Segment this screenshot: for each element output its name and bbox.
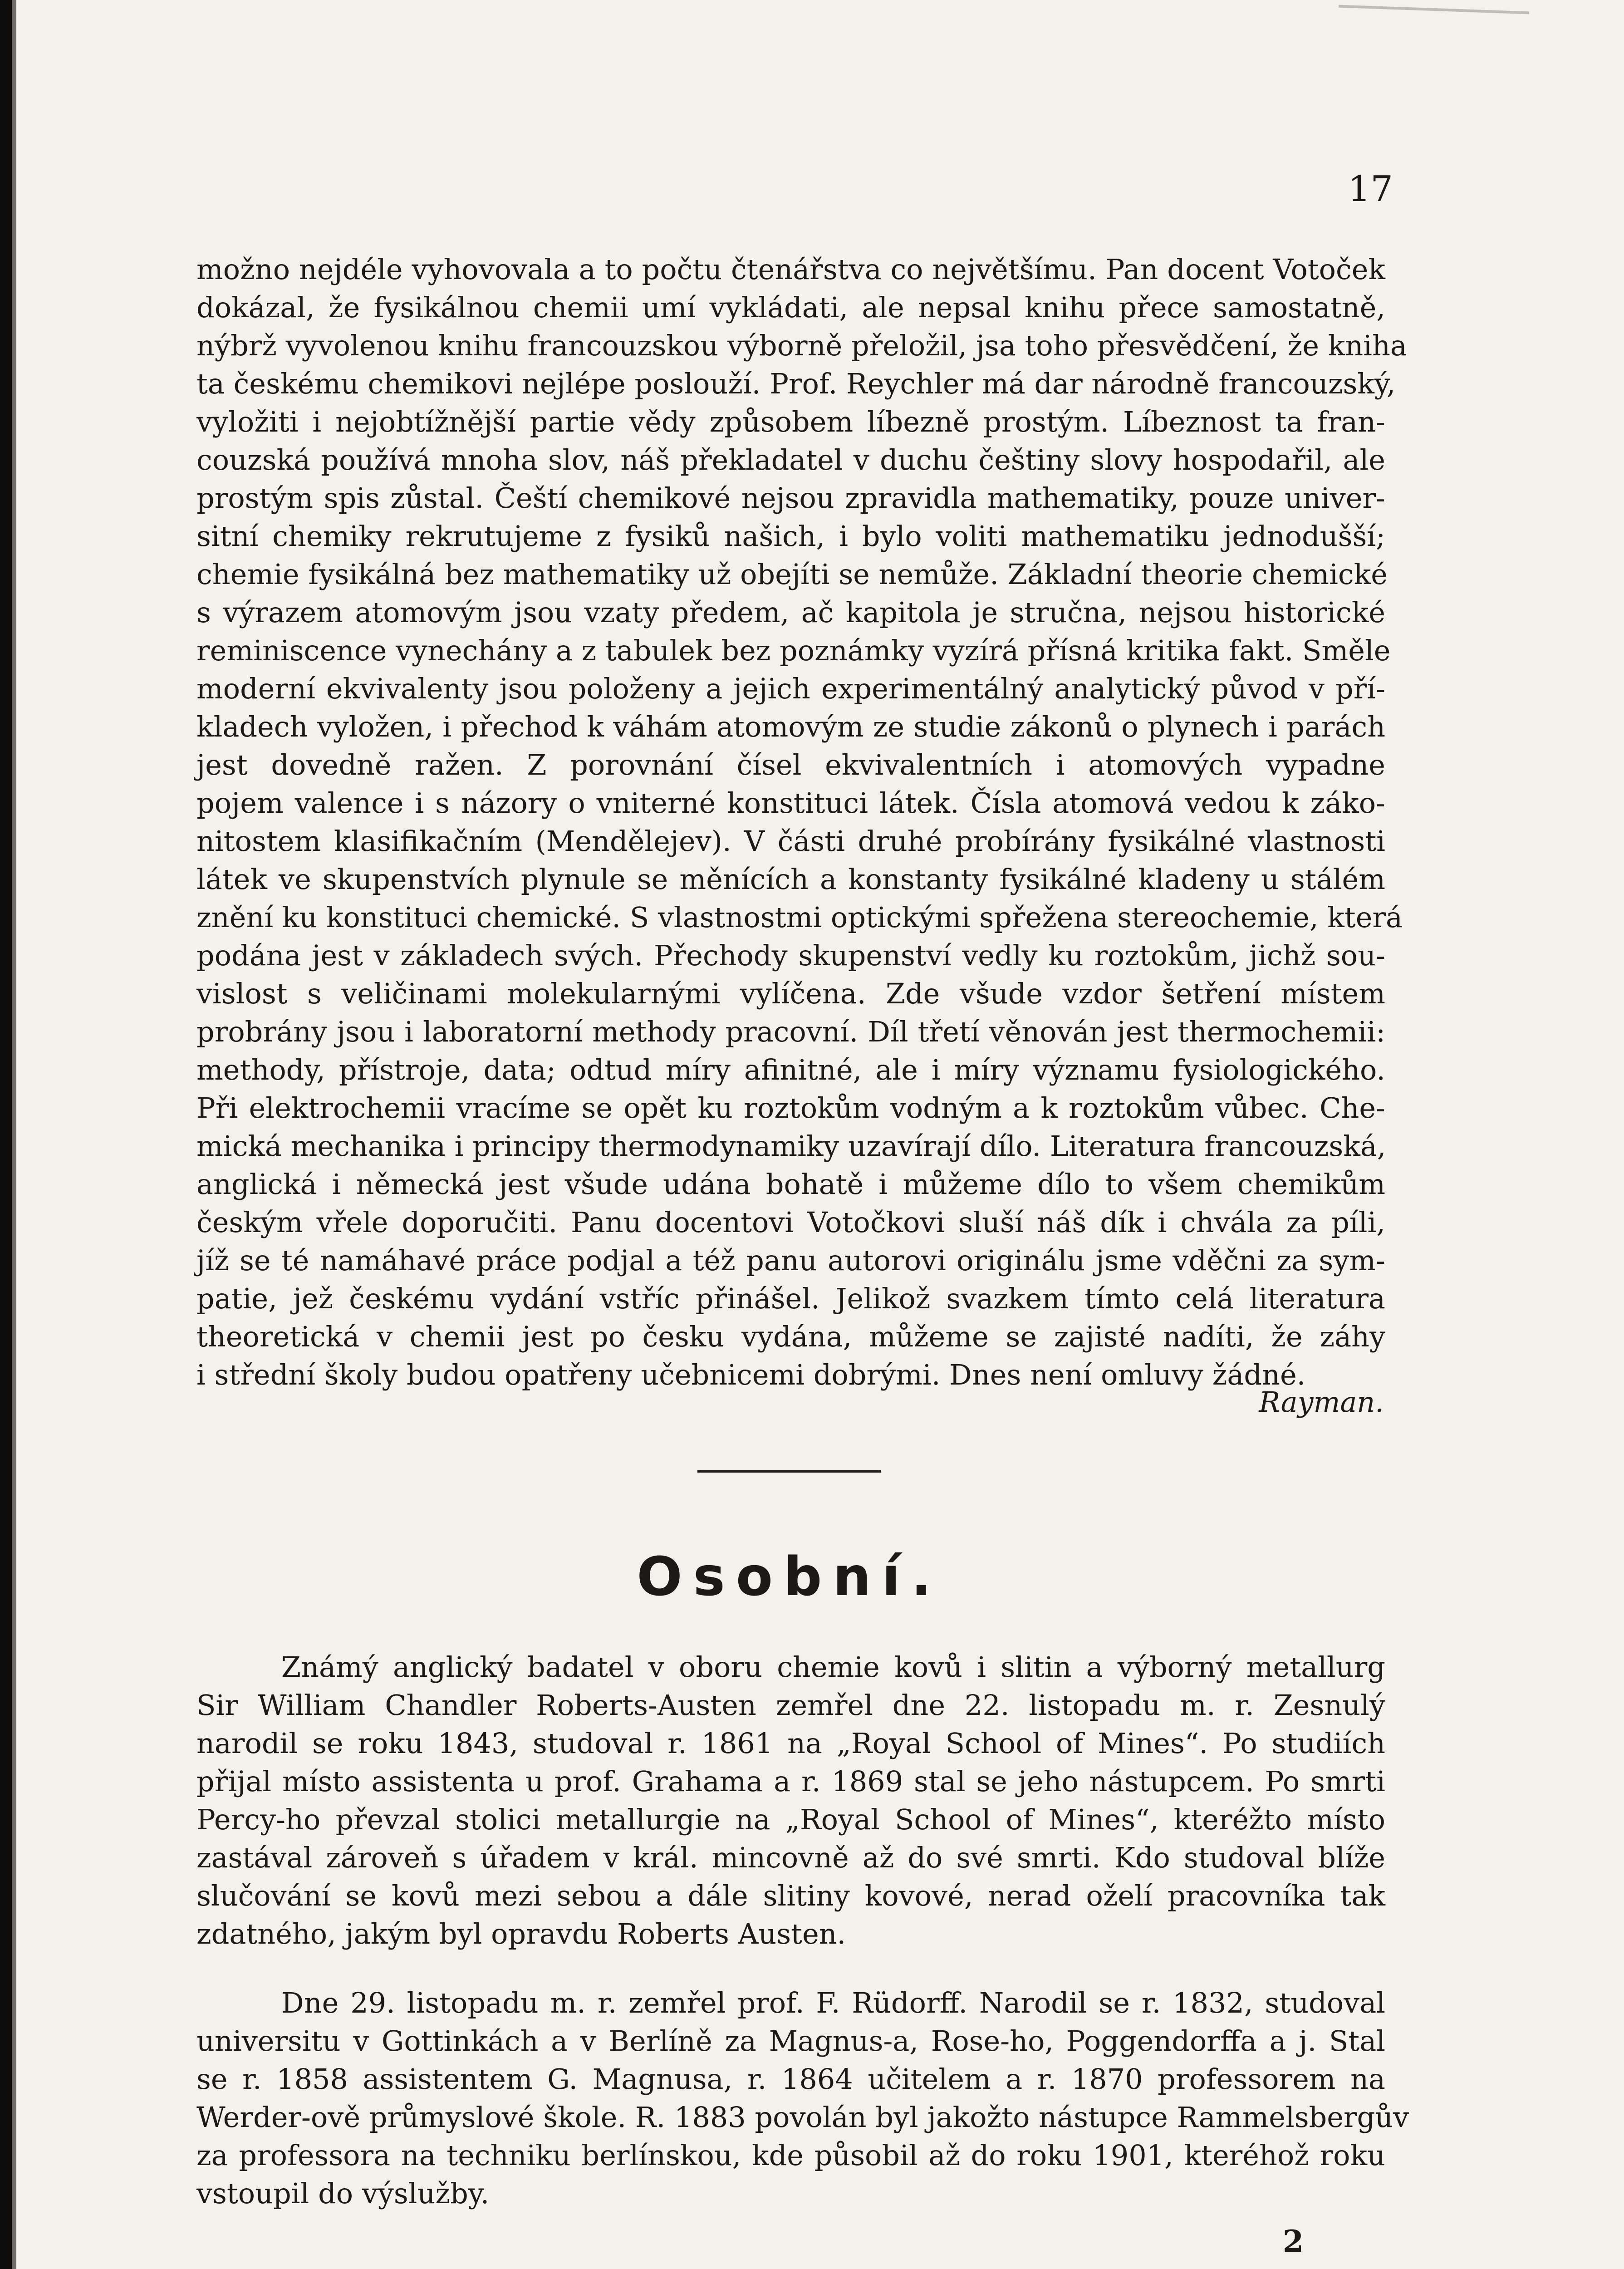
text-line: Dne 29. listopadu m. r. zemřel prof. F. Rüdorff. Narodil se r. 1832, studoval <box>281 1986 1385 2019</box>
text-line: Werder-ově průmyslové škole. R. 1883 povolán byl jakožto nástupce Rammelsbergův <box>196 2101 1409 2134</box>
text-line: i střední školy budou opatřeny učebnicemi dobrými. Dnes není omluvy žádné. <box>196 1358 1306 1391</box>
text-line: anglická i německá jest všude udána bohatě i můžeme dílo to všem chemikům <box>196 1168 1385 1201</box>
text-line: moderní ekvivalenty jsou položeny a jejich experimentálný analytický původ v pří- <box>196 672 1385 705</box>
text-line: Při elektrochemii vracíme se opět ku roztokům vodným a k roztokům vůbec. Che- <box>196 1091 1385 1125</box>
text-line: pojem valence i s názory o vniterné konstituci látek. Čísla atomová vedou k záko- <box>196 786 1385 820</box>
text-line: zdatného, jakým byl opravdu Roberts Austen. <box>196 1917 846 1950</box>
text-line: Percy-ho převzal stolici metallurgie na „Royal School of Mines“, kteréžto místo <box>196 1803 1385 1836</box>
text-line: znění ku konstituci chemické. S vlastnostmi optickými spřežena stereochemie, která <box>196 901 1403 934</box>
text-line: chemie fysikálná bez mathematiky už obejíti se nemůže. Základní theorie chemické <box>196 558 1388 591</box>
text-line: nýbrž vyvolenou knihu francouzskou výborně přeložil, jsa toho přesvědčení, že kniha <box>196 329 1407 362</box>
section-divider <box>697 1470 881 1473</box>
text-line: Sir William Chandler Roberts-Austen zemřel dne 22. listopadu m. r. Zesnulý <box>196 1689 1385 1722</box>
text-line: methody, přístroje, data; odtud míry afinitné, ale i míry významu fysiologického. <box>196 1053 1385 1086</box>
signature-mark: 2 <box>1283 2224 1304 2259</box>
text-line: vyložiti i nejobtížnější partie vědy způsobem líbezně prostým. Líbeznost ta fran- <box>196 405 1385 438</box>
text-line: se r. 1858 assistentem G. Magnusa, r. 1864 učitelem a r. 1870 professorem na <box>196 2063 1385 2096</box>
text-line: látek ve skupenstvích plynule se měnících a konstanty fysikálné kladeny u stálém <box>196 863 1385 896</box>
scan-edge <box>0 0 12 2269</box>
text-line: couzská používá mnoha slov, náš překladatel v duchu češtiny slovy hospodařil, ale <box>196 443 1385 476</box>
text-line: slučování se kovů mezi sebou a dále slitiny kovové, nerad oželí pracovníka tak <box>196 1879 1385 1912</box>
text-line: jest dovedně ražen. Z porovnání čísel ekvivalentních i atomových vypadne <box>196 748 1385 781</box>
text-line: s výrazem atomovým jsou vzaty předem, ač kapitola je stručna, nejsou historické <box>196 596 1385 629</box>
text-line: podána jest v základech svých. Přechody skupenství vedly ku roztokům, jichž sou- <box>196 939 1385 972</box>
text-line: probrány jsou i laboratorní methody pracovní. Díl třetí věnován jest thermochemii: <box>196 1015 1385 1048</box>
review-text <box>196 250 1407 1394</box>
obituary-roberts-austen <box>196 1648 1385 1953</box>
text-line: možno nejdéle vyhovovala a to počtu čtenářstva co největšímu. Pan docent Votoček <box>196 253 1385 286</box>
text-line: přijal místo assistenta u prof. Grahama a r. 1869 stal se jeho nástupcem. Po smrti <box>196 1765 1385 1798</box>
text-line: prostým spis zůstal. Čeští chemikové nejsou zpravidla mathematiky, pouze univer- <box>196 481 1385 515</box>
text-line: jíž se té namáhavé práce podjal a též panu autorovi originálu jsme vděčni za sym- <box>196 1244 1385 1277</box>
text-line: kladech vyložen, i přechod k váhám atomovým ze studie zákonů o plynech i parách <box>196 710 1385 743</box>
scan-edge-shadow <box>12 0 16 2269</box>
page-number: 17 <box>1348 169 1393 210</box>
section-title: Osobní. <box>637 1545 942 1608</box>
obituary-rudorff <box>196 1984 1409 2213</box>
text-line: ta českému chemikovi nejlépe poslouží. Prof. Reychler má dar národně francouzský, <box>196 367 1396 400</box>
text-line: mická mechanika i principy thermodynamiky uzavírají dílo. Literatura francouzská, <box>196 1130 1386 1163</box>
text-line: narodil se roku 1843, studoval r. 1861 na „Royal School of Mines“. Po studiích <box>196 1727 1385 1760</box>
text-line: patie, jež českému vydání vstříc přinášel. Jelikož svazkem tímto celá literatura <box>196 1282 1385 1315</box>
text-line: za professora na techniku berlínskou, kde působil až do roku 1901, kteréhož roku <box>196 2139 1385 2172</box>
text-line: českým vřele doporučiti. Panu docentovi Votočkovi sluší náš dík i chvála za píli, <box>196 1206 1385 1239</box>
text-line: vstoupil do výslužby. <box>196 2177 490 2210</box>
review-signature: Rayman. <box>1259 1385 1384 1419</box>
text-line: universitu v Gottinkách a v Berlíně za Magnus-a, Rose-ho, Poggendorffa a j. Stal <box>196 2024 1385 2058</box>
scan-mark <box>1339 5 1529 15</box>
text-line: sitní chemiky rekrutujeme z fysiků našich, i bylo voliti mathematiku jednodušší; <box>196 520 1385 553</box>
text-line: dokázal, že fysikálnou chemii umí vykládati, ale nepsal knihu přece samostatně, <box>196 291 1385 324</box>
text-line: theoretická v chemii jest po česku vydána, můžeme se zajisté nadíti, že záhy <box>196 1320 1385 1353</box>
text-line: Známý anglický badatel v oboru chemie kovů i slitin a výborný metallurg <box>281 1650 1385 1684</box>
text-line: reminiscence vynechány a z tabulek bez poznámky vyzírá přísná kritika fakt. Směle <box>196 634 1391 667</box>
text-line: vislost s veličinami molekularnými vylíčena. Zde všude vzdor šetření místem <box>196 977 1385 1010</box>
text-line: zastával zároveň s úřadem v král. mincovně až do své smrti. Kdo studoval blíže <box>196 1841 1385 1874</box>
text-line: nitostem klasifikačním (Mendělejev). V části druhé probírány fysikálné vlastnosti <box>196 825 1385 858</box>
